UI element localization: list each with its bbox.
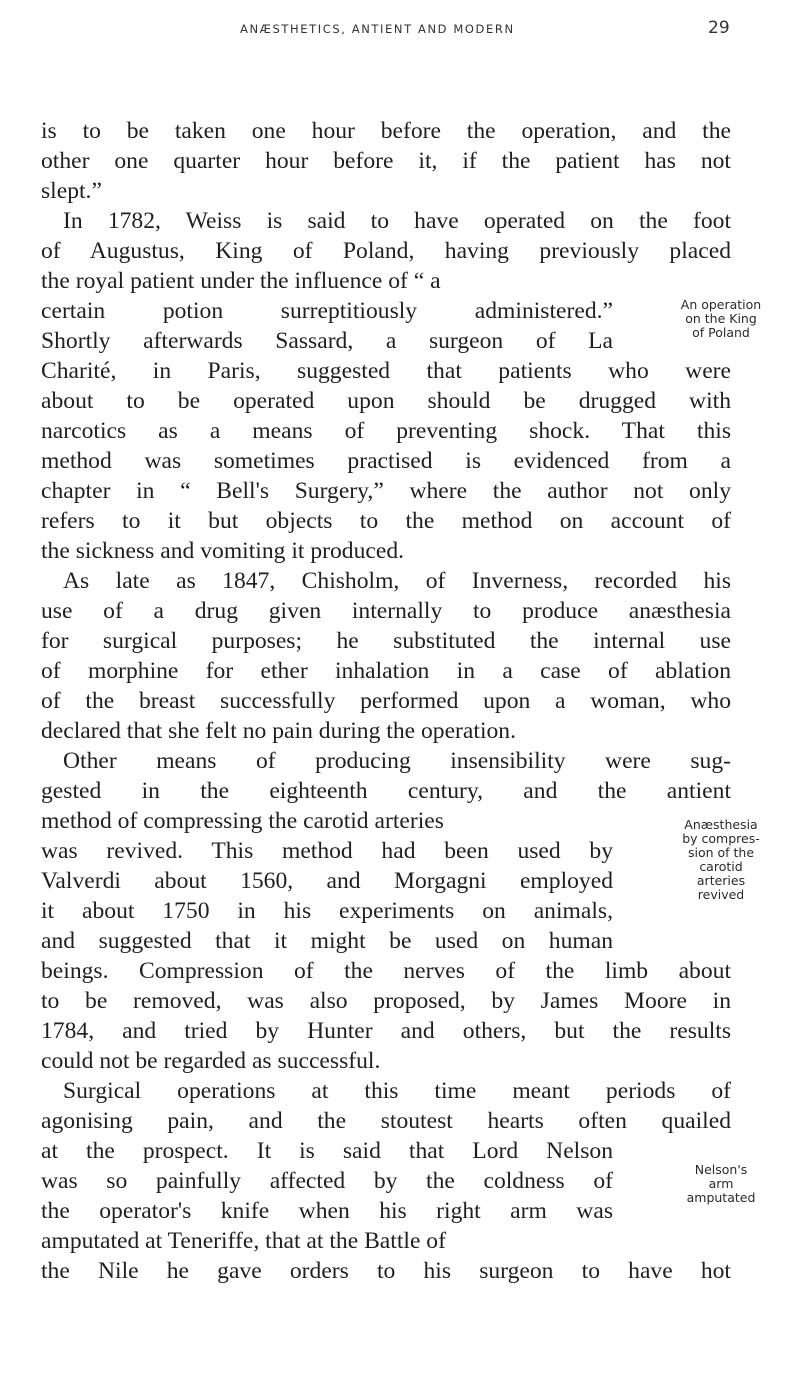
text-line: and suggested that it might be used on human (41, 928, 613, 954)
text-line: In 1782, Weiss is said to have operated on the foot (63, 208, 731, 234)
text-line: was revived. This method had been used by (41, 838, 613, 864)
text-line: agonising pain, and the stoutest hearts often quailed (41, 1108, 731, 1134)
text-line: the operator's knife when his right arm was (41, 1198, 613, 1224)
text-line: Valverdi about 1560, and Morgagni employed (41, 868, 613, 894)
text-line: use of a drug given internally to produce anæsthesia (41, 598, 731, 624)
text-line: As late as 1847, Chisholm, of Inverness, recorded his (63, 568, 731, 594)
running-head (0, 18, 800, 42)
sidenote-line: by compres- (682, 831, 760, 846)
text-line: Charité, in Paris, suggested that patients who were (41, 358, 731, 384)
sidenote-line: An operation (680, 297, 762, 312)
text-line: of the breast successfully performed upon a woman, who (41, 688, 731, 714)
text-line: it about 1750 in his experiments on animals, (41, 898, 613, 924)
sidenote-line: on the King (685, 311, 757, 326)
text-line: 1784, and tried by Hunter and others, but the results (41, 1018, 731, 1044)
text-line: of Augustus, King of Poland, having previously placed (41, 238, 731, 264)
sidenote-line: arm (708, 1176, 734, 1191)
text-line: narcotics as a means of preventing shock. That this (41, 418, 731, 444)
sidenote-line: carotid (699, 859, 743, 874)
text-line: other one quarter hour before it, if the patient has not (41, 148, 731, 174)
text-line: refers to it but objects to the method on account of (41, 508, 731, 534)
sidenote-line: of Poland (692, 325, 750, 340)
text-line: amputated at Teneriffe, that at the Battle of (41, 1228, 446, 1254)
text-line: to be removed, was also proposed, by James Moore in (41, 988, 731, 1014)
text-line: Surgical operations at this time meant periods of (63, 1078, 731, 1104)
text-line: gested in the eighteenth century, and the antient (41, 778, 731, 804)
text-line: slept.” (41, 178, 102, 204)
text-line: was so painfully affected by the coldness of (41, 1168, 613, 1194)
sidenote-nelson-arm (662, 1163, 780, 1205)
text-line: about to be operated upon should be drugged with (41, 388, 731, 414)
text-line: certain potion surreptitiously administered.” (41, 298, 613, 324)
text-line: at the prospect. It is said that Lord Nelson (41, 1138, 613, 1164)
text-line: the sickness and vomiting it produced. (41, 538, 405, 564)
text-line: chapter in “ Bell's Surgery,” where the author not only (41, 478, 731, 504)
text-line: beings. Compression of the nerves of the limb about (41, 958, 731, 984)
sidenote-line: sion of the (687, 845, 755, 860)
text-line: declared that she felt no pain during the operation. (41, 718, 516, 744)
running-title: ANÆSTHETICS, ANTIENT AND MODERN (240, 22, 515, 36)
text-line: the Nile he gave orders to his surgeon to have hot (41, 1258, 731, 1284)
text-line: is to be taken one hour before the operation, and the (41, 118, 731, 144)
sidenote-line: arteries (696, 873, 746, 888)
sidenote-line: Nelson's (694, 1162, 748, 1177)
text-line: the royal patient under the influence of “ a (41, 268, 441, 294)
text-line: method of compressing the carotid arteries (41, 808, 444, 834)
sidenote-line: amputated (686, 1190, 756, 1205)
sidenote-carotid-compression (662, 818, 780, 902)
text-line: for surgical purposes; he substituted the internal use (41, 628, 731, 654)
page-number: 29 (708, 18, 730, 38)
text-line: of morphine for ether inhalation in a case of ablation (41, 658, 731, 684)
text-line: could not be regarded as successful. (41, 1048, 381, 1074)
sidenote-operation-king-poland (662, 298, 780, 340)
text-line: method was sometimes practised is evidenced from a (41, 448, 731, 474)
text-line: Shortly afterwards Sassard, a surgeon of La (41, 328, 613, 354)
sidenote-line: Anæsthesia (684, 817, 758, 832)
sidenote-line: revived (697, 887, 745, 902)
text-line: Other means of producing insensibility were sug- (63, 748, 731, 774)
